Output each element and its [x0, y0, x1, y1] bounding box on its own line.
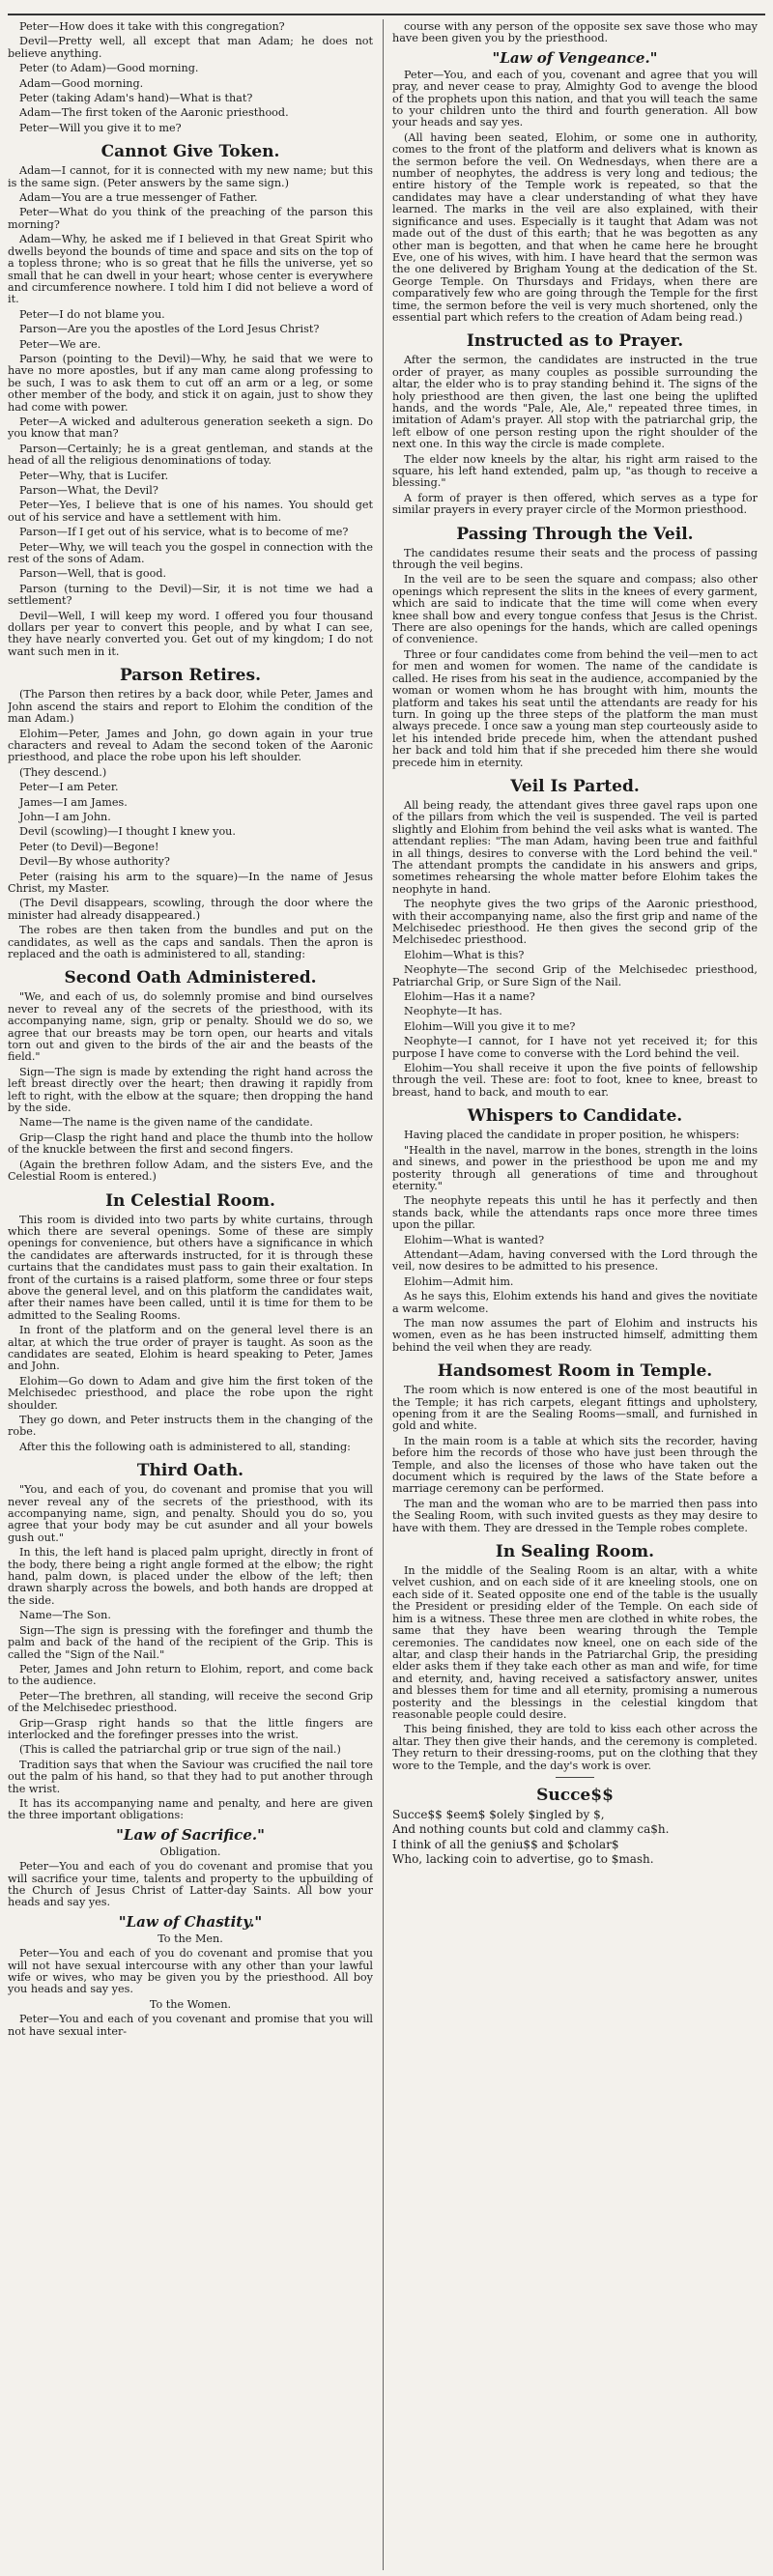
paragraph: Parson—What, the Devil? [19, 484, 158, 497]
sub-heading: To the Men. [157, 1932, 223, 1945]
section-heading: Instructed as to Prayer. [466, 331, 684, 352]
paragraph: Devil—By whose authority? [19, 855, 170, 869]
paragraph: Adam—The first token of the Aaronic priesthood. [19, 106, 289, 120]
paragraph: Elohim—Admit him. [404, 1274, 514, 1288]
paragraph: Peter—A wicked and adulterous generation seeketh a sign. Do you know that man? [8, 415, 373, 441]
paragraph: Peter—The brethren, all standing, will receive the second Grip of the Melchisedec priesthood. [8, 1689, 373, 1715]
paragraph: (This is called the patriarchal grip or true sign of the nail.) [19, 1743, 341, 1757]
paragraph: Peter (to Adam)—Good morning. [19, 62, 199, 75]
paragraph: The room which is now entered is one of the most beautiful in the Temple; it has rich carpets, elegant fittings and upholstery, opening from it are the Sealing Rooms—small, and furnished in gold and white. [392, 1384, 758, 1433]
paragraph: Devil—Pretty well, all except that man Adam; he does not believe anything. [8, 35, 373, 60]
paragraph: Devil (scowling)—I thought I knew you. [19, 825, 236, 839]
paragraph: The candidates resume their seats and the process of passing through the veil begins. [392, 546, 758, 572]
paragraph: Peter—Will you give it to me? [19, 121, 182, 134]
paragraph: Peter, James and John return to Elohim, report, and come back to the audience. [8, 1662, 373, 1688]
paragraph: (The Devil disappears, scowling, through the door where the minister had already disappeared.) [8, 897, 373, 922]
section-heading: Passing Through the Veil. [456, 524, 694, 544]
section-heading: Second Oath Administered. [64, 968, 317, 988]
section-heading: Whispers to Candidate. [467, 1106, 683, 1127]
paragraph: Peter—Why, that is Lucifer. [19, 469, 169, 482]
paragraph: Elohim—What is wanted? [404, 1233, 545, 1246]
paragraph: Attendant—Adam, having conversed with the Lord through the veil, now desires to be admitted to his presence. [392, 1247, 758, 1274]
paragraph: The robes are then taken from the bundles and put on the candidates, as well as the caps and sandals. Then the apron is replaced and the oath is administered to all, standing: [8, 924, 373, 960]
paragraph: (Again the brethren follow Adam, and the sisters Eve, and the Celestial Room is entered.) [8, 1158, 373, 1184]
subsection-heading: "Law of Vengeance." [492, 48, 658, 67]
paragraph: Peter—You and each of you covenant and promise that you will not have sexual inter- [8, 2013, 373, 2038]
paragraph: Parson—Certainly; he is a great gentleman, and stands at the head of all the religious denominations of today. [8, 442, 373, 468]
paragraph: Elohim—Has it a name? [404, 990, 535, 1004]
paragraph: Neophyte—I cannot, for I have not yet received it; for this purpose I have come to converse with the Lord behind the veil. [392, 1035, 758, 1060]
paragraph: Elohim—You shall receive it upon the five points of fellowship through the veil. These are: foot to foot, knee to knee, breast to breast, hand to back, and mouth to ear. [392, 1062, 758, 1099]
paragraph: Parson (turning to the Devil)—Sir, it is not time we had a settlement? [8, 582, 373, 608]
paragraph: Name—The name is the given name of the candidate. [19, 1116, 313, 1130]
poem-line: And nothing counts but cold and clammy ca$h. [392, 1822, 670, 1837]
section-heading: Third Oath. [136, 1461, 244, 1481]
paragraph: John—I am John. [19, 810, 111, 823]
paragraph: Peter (raising his arm to the square)—In the name of Jesus Christ, my Master. [8, 870, 373, 895]
paragraph: Peter—We are. [19, 337, 101, 351]
paragraph: Parson (pointing to the Devil)—Why, he said that we were to have no more apostles, but if any man came along professing to be such, I was to ask them to cut off an arm or a leg, or some other member of the body, and stick it on again, just to show they had come with power. [8, 352, 373, 414]
sub-heading: Obligation. [159, 1845, 221, 1858]
paragraph: It has its accompanying name and penalty, and here are given the three important obligations: [8, 1796, 373, 1822]
paragraph: Adam—You are a true messenger of Father. [19, 191, 258, 205]
paragraph: (They descend.) [19, 765, 107, 779]
paragraph: A form of prayer is then offered, which serves as a type for similar prayers in every prayer circle of the Mormon priesthood. [392, 491, 758, 517]
paragraph: (All having been seated, Elohim, or some one in authority, comes to the front of the platform and delivers what is known as the sermon before the veil. On Wednesdays, when there are a number of neophytes, the address is very long and tedious; the entire history of the Temple work is repeated, so that the candidates may have a clear understanding of what they have learned. The marks in the veil are also explained, with their significance and uses. Especially is it taught that Adam was not made out of the dust of this earth; that he was begotten as any other man is begotten, and that when he came here he brought Eve, one of his wives, with him. I have heard that the sermon was the one delivered by Brigham Young at the dedication of the St. George Temple. On Thursdays and Fridays, when there are comparatively few who are going through the Temple for the first time, the sermon before the veil is very much shortened, only the essential part which refers to the creation of Adam being read.) [392, 130, 758, 324]
poem-line: Succe$$ $eem$ $olely $ingled by $, [392, 1807, 605, 1821]
paragraph: The neophyte repeats this until he has it perfectly and then stands back, while the attendants raps once more three times upon the pillar. [392, 1194, 758, 1232]
poem-line: I think of all the geniu$$ and $cholar$ [392, 1837, 619, 1851]
paragraph: They go down, and Peter instructs them in the changing of the robe. [8, 1414, 373, 1439]
paragraph: "We, and each of us, do solemnly promise and bind ourselves never to reveal any of the secrets of the priesthood, with its accompanying name, sign, grip or penalty. Should we do so, we agree that our breasts may be torn open, our hearts and vitals torn out and given to the birds of the air and the beasts of the field." [8, 990, 373, 1064]
paragraph: Peter—What do you think of the preaching of the parson this morning? [8, 206, 373, 231]
paragraph: Name—The Son. [19, 1609, 111, 1622]
section-heading: Succe$$ [536, 1785, 614, 1805]
paragraph: As he says this, Elohim extends his hand and gives the novitiate a warm welcome. [392, 1290, 758, 1315]
paragraph: Parson—If I get out of his service, what is to become of me? [19, 526, 349, 539]
paragraph: The man now assumes the part of Elohim and instructs his women, even as he has been instructed himself, admitting them behind the veil when they are ready. [392, 1316, 758, 1354]
paragraph: Peter—I do not blame you. [19, 307, 165, 321]
right-column [392, 21, 758, 2572]
paragraph: Peter—You and each of you do covenant and promise that you will not have sexual intercourse with any other than your lawful wife or wives, who may be given you by the priesthood. All boy you heads and say yes. [8, 1947, 373, 1996]
paragraph: Adam—Good morning. [19, 76, 144, 90]
section-heading: Parson Retires. [119, 666, 261, 686]
paragraph: Parson—Are you the apostles of the Lord Jesus Christ? [19, 323, 320, 336]
separator-rule [556, 1777, 594, 1778]
left-column [8, 21, 373, 2572]
paragraph: Parson—Well, that is good. [19, 567, 167, 581]
paragraph: Peter—Yes, I believe that is one of his names. You should get out of his service and have a settlement with him. [8, 499, 373, 524]
paragraph: In the main room is a table at which sits the recorder, having before him the records of those who have just been through the Temple, and also the licenses of those who have taken out the document which is required by the laws of the State before a marriage ceremony can be performed. [392, 1434, 758, 1496]
paragraph: course with any person of the opposite sex save those who may have been given you by the priesthood. [392, 21, 758, 45]
section-heading: Cannot Give Token. [100, 142, 280, 162]
section-heading: Veil Is Parted. [510, 776, 640, 796]
paragraph: Peter—You, and each of you, covenant and agree that you will pray, and never cease to pray, Almighty God to avenge the blood of the prophets upon this nation, and that you will teach the same to your children unto the third and fourth generation. All bow your heads and say yes. [392, 68, 758, 129]
paragraph: After the sermon, the candidates are instructed in the true order of prayer, as many couples as possible surrounding the altar, the elder who is to pray standing behind it. The signs of the holy priesthood are then given, the last one being the uplifted hands, and the words "Pale, Ale, Ale," repeated three times, in imitation of Adam's prayer. All stop with the patriarchal grip, the left elbow of one person resting upon the right shoulder of the next one. In this way the circle is made complete. [392, 354, 758, 451]
paragraph: The elder now kneels by the altar, his right arm raised to the square, his left hand extended, palm up, "as though to receive a blessing." [392, 452, 758, 490]
paragraph: Three or four candidates come from behind the veil—men to act for men and women for women. The name of the candidate is called. He rises from his seat in the audience, accompanied by the woman or women whom he has brought with him, mounts the platform and takes his seat until the attendants are ready for his turn. In going up the three steps of the platform the man must always precede. I once saw a young man step courteously aside to let his intended bride precede him, when the attendant pushed her back and told him that if she preceded him there she would precede him in eternity. [392, 647, 758, 769]
paragraph: In this, the left hand is placed palm upright, directly in front of the body, there being a right angle formed at the elbow; the right hand, palm down, is placed under the elbow of the left; then drawn sharply across the bowels, and both hands are dropped at the side. [8, 1546, 373, 1607]
paragraph: Sign—The sign is made by extending the right hand across the left breast directly over the heart; then drawing it rapidly from left to right, with the elbow at the square; then dropping the hand by the side. [8, 1065, 373, 1115]
paragraph: Neophyte—The second Grip of the Melchisedec priesthood, Patriarchal Grip, or Sure Sign of the Nail. [392, 963, 758, 988]
paragraph: Elohim—Will you give it to me? [404, 1019, 576, 1033]
paragraph: The neophyte gives the two grips of the Aaronic priesthood, with their accompanying name, also the first grip and name of the Melchisedec priesthood. He then gives the second grip of the Melchisedec priesthood. [392, 898, 758, 947]
paragraph: "Health in the navel, marrow in the bones, strength in the loins and sinews, and power in the priesthood be upon me and my posterity through all generations of time and throughout eternity." [392, 1143, 758, 1192]
poem-line: Who, lacking coin to advertise, go to $mash. [392, 1852, 654, 1867]
newspaper-page [8, 0, 765, 2576]
sub-heading: To the Women. [149, 1997, 232, 2011]
column-rule [383, 19, 384, 2570]
paragraph: This being finished, they are told to kiss each other across the altar. They then give their hands, and the ceremony is completed. They return to their dressing-rooms, put on the clothing that they wore to the Temple, and the day's work is over. [392, 1723, 758, 1772]
paragraph: "You, and each of you, do covenant and promise that you will never reveal any of the secrets of the priesthood, with its accompanying name, sign, and penalty. Should you do so, you agree that your body may be cut asunder and all your bowels gush out." [8, 1483, 373, 1544]
paragraph: Peter—I am Peter. [19, 781, 119, 794]
subsection-heading: "Law of Sacrifice." [116, 1825, 265, 1844]
paragraph: In front of the platform and on the general level there is an altar, at which the true order of prayer is taught. As soon as the candidates are seated, Elohim is heard speaking to Peter, James and John. [8, 1324, 373, 1373]
paragraph: Adam—Why, he asked me if I believed in that Great Spirit who dwells beyond the bounds of time and space and sits on the top of a topless throne; who is so great that he fills the universe, yet so small that he can dwell in your heart; whose center is everywhere and circumference nowhere. I told him I did not believe a word of it. [8, 233, 373, 306]
paragraph: Sign—The sign is pressing with the forefinger and thumb the palm and back of the hand of the recipient of the Grip. This is called the "Sign of the Nail." [8, 1623, 373, 1661]
paragraph: (The Parson then retires by a back door, while Peter, James and John ascend the stairs and report to Elohim the condition of the man Adam.) [8, 688, 373, 726]
paragraph: Peter (to Devil)—Begone! [19, 840, 159, 853]
subsection-heading: "Law of Chastity." [118, 1912, 263, 1931]
paragraph: In the veil are to be seen the square and compass; also other openings which represent the slits in the knees of every garment, which are said to indicate that the time will come when every knee shall bow and every tongue confess that Jesus is the Christ. There are also openings for the hands, which are called openings of convenience. [392, 573, 758, 646]
section-heading: Handsomest Room in Temple. [437, 1361, 713, 1382]
paragraph: Peter—You and each of you do covenant and promise that you will sacrifice your time, talents and property to the upbuilding of the Church of Jesus Christ of Latter-day Saints. All bow your heads and say yes. [8, 1860, 373, 1909]
paragraph: Grip—Grasp right hands so that the little fingers are interlocked and the forefinger presses into the wrist. [8, 1716, 373, 1741]
paragraph: This room is divided into two parts by white curtains, through which there are several openings. Some of these are simply openings for convenience, but others have a significance in which the candidates are afterwards instructed, for it is through these curtains that the candidates must pass to gain their exaltation. In front of the curtains is a raised platform, some three or four steps above the general level, and on this platform the candidates wait, after their names have been called, until it is time for them to be admitted to the Sealing Rooms. [8, 1213, 373, 1322]
paragraph: Grip—Clasp the right hand and place the thumb into the hollow of the knuckle between the first and second fingers. [8, 1131, 373, 1157]
paragraph: Having placed the candidate in proper position, he whispers: [404, 1129, 740, 1142]
paragraph: Elohim—What is this? [404, 948, 525, 961]
paragraph: James—I am James. [19, 795, 128, 809]
paragraph: In the middle of the Sealing Room is an altar, with a white velvet cushion, and on each side of it are kneeling stools, one on each side of it. Seated opposite one end of the table is the usually the President or presiding elder of the Temple. On each side of him is a witness. These three men are clothed in white robes, the same that they have been wearing through the Temple ceremonies. The candidates now kneel, one on each side of the altar, and clasp their hands in the Patriarchal Grip, the presiding elder asks them if they take each other as man and wife, for time and eternity, and, having received a satisfactory answer, unites and blesses them for time and all eternity, promising a numerous posterity and the blessings in the celestial kingdom that reasonable people could desire. [392, 1564, 758, 1721]
paragraph: Elohim—Go down to Adam and give him the first token of the Melchisedec priesthood, and place the robe upon the right shoulder. [8, 1374, 373, 1412]
paragraph: Peter—Why, we will teach you the gospel in connection with the rest of the sons of Adam. [8, 540, 373, 566]
paragraph: Elohim—Peter, James and John, go down again in your true characters and reveal to Adam the second token of the Aaronic priesthood, and place the robe upon his left shoulder. [8, 727, 373, 764]
paragraph: Peter—How does it take with this congregation? [19, 21, 285, 33]
section-heading: In Celestial Room. [105, 1190, 275, 1211]
paragraph: Adam—I cannot, for it is connected with my new name; but this is the same sign. (Peter answers by the same sign.) [8, 164, 373, 189]
paragraph: Tradition says that when the Saviour was crucified the nail tore out the palm of his hand, so that they had to put another through the wrist. [8, 1758, 373, 1795]
paragraph: The man and the woman who are to be married then pass into the Sealing Room, with such invited guests as they may desire to have with them. They are dressed in the Temple robes complete. [392, 1497, 758, 1534]
paragraph: After this the following oath is administered to all, standing: [19, 1440, 351, 1453]
paragraph: Peter (taking Adam's hand)—What is that? [19, 92, 253, 105]
paragraph: All being ready, the attendant gives three gavel raps upon one of the pillars from which the veil is suspended. The veil is parted slightly and Elohim from behind the veil asks what is wanted. The attendant replies: "The man Adam, having been true and faithful in all things, desires to converse with the Lord behind the veil." The attendant prompts the candidate in his answers and grips, sometimes rehearsing the whole matter before Elohim takes the neophyte in hand. [392, 798, 758, 896]
paragraph: Neophyte—It has. [404, 1005, 502, 1018]
masthead [8, 0, 765, 15]
paragraph: Devil—Well, I will keep my word. I offered you four thousand dollars per year to convert this people, and by what I can see, they have nearly converted you. Get out of my kingdom; I do not want such men in it. [8, 609, 373, 658]
section-heading: In Sealing Room. [495, 1542, 655, 1562]
